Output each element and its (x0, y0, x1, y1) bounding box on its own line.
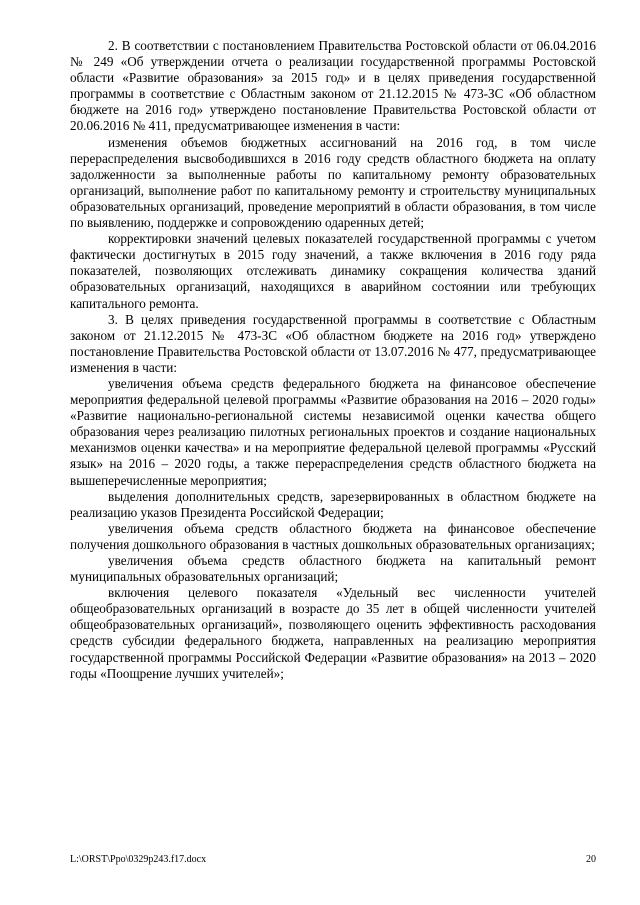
paragraph-federal-budget-increase: увеличения объема средств федерального бюджета на финансовое обеспечение мероприятия федеральной целевой программы «Развитие образования на 2016 – 2020 годы» «Развитие национально-региональной системы независимой оценки качества общего образования через реализацию пилотных региональных проектов и создание национальных механизмов оценки качества» и на мероприятие федеральной целевой программы «Русский язык» на 2016 – 2020 годы, а также перераспределения средств областного бюджета на вышеперечисленные мероприятия; (70, 375, 596, 488)
page-number: 20 (586, 854, 596, 865)
paragraph-budget-changes: изменения объемов бюджетных ассигнований на 2016 год, в том числе перераспределения высвободившихся в 2016 году средств областного бюджета на оплату задолженности за выполненные работы по капитальному ремонту образовательных организаций, выполнение работ по капитальному ремонту и строительству муниципальных образовательных организаций, проведение мероприятий в области образования, в том числе по выявлению, поддержке и сопровождению одаренных детей; (70, 134, 596, 231)
paragraph-item-3: 3. В целях приведения государственной программы в соответствие с Областным законом от 21.12.2015 № 473-ЗС «Об областном бюджете на 2016 год» утверждено постановление Правительства Ростовской области от 13.07.2016 № 477, предусматривающее изменения в части: (70, 311, 596, 375)
paragraph-target-indicator: включения целевого показателя «Удельный вес численности учителей общеобразовательных организаций в возрасте до 35 лет в общей численности учителей общеобразовательных организаций», позволяющего оценить эффективность расходования средств субсидии федерального бюджета, направленных на реализацию мероприятия государственной программы Российской Федерации «Развитие образования» на 2013 – 2020 годы «Поощрение лучших учителей»; (70, 585, 596, 681)
document-body (70, 38, 596, 682)
paragraph-additional-funds: выделения дополнительных средств, зарезервированных в областном бюджете на реализацию указов Президента Российской Федерации; (70, 488, 596, 520)
footer-file-path: L:\ORST\Ppo\0329p243.f17.docx (70, 854, 207, 865)
paragraph-item-2: 2. В соответствии с постановлением Правительства Ростовской области от 06.04.2016 № 249 «Об утверждении отчета о реализации государственной программы Ростовской области «Развитие образования» за 2015 год» и в целях приведения государственной программы в соответствие с Областным законом от 21.12.2015 № 473-ЗС «Об областном бюджете на 2016 год» утверждено постановление Правительства Ростовской области от 20.06.2016 № 411, предусматривающее изменения в части: (70, 38, 596, 134)
paragraph-preschool-funding: увеличения объема средств областного бюджета на финансовое обеспечение получения дошкольного образования в частных дошкольных образовательных организациях; (70, 520, 596, 552)
page-footer (0, 854, 640, 870)
paragraph-indicator-corrections: корректировки значений целевых показателей государственной программы с учетом фактически достигнутых в 2015 году значений, а также включения в 2016 году ряда показателей, позволяющих отслеживать динамику сокращения количества зданий образовательных организаций, находящихся в аварийном состоянии или требующих капитального ремонта. (70, 231, 596, 311)
paragraph-capital-repair: увеличения объема средств областного бюджета на капитальный ремонт муниципальных образовательных организаций; (70, 553, 596, 585)
